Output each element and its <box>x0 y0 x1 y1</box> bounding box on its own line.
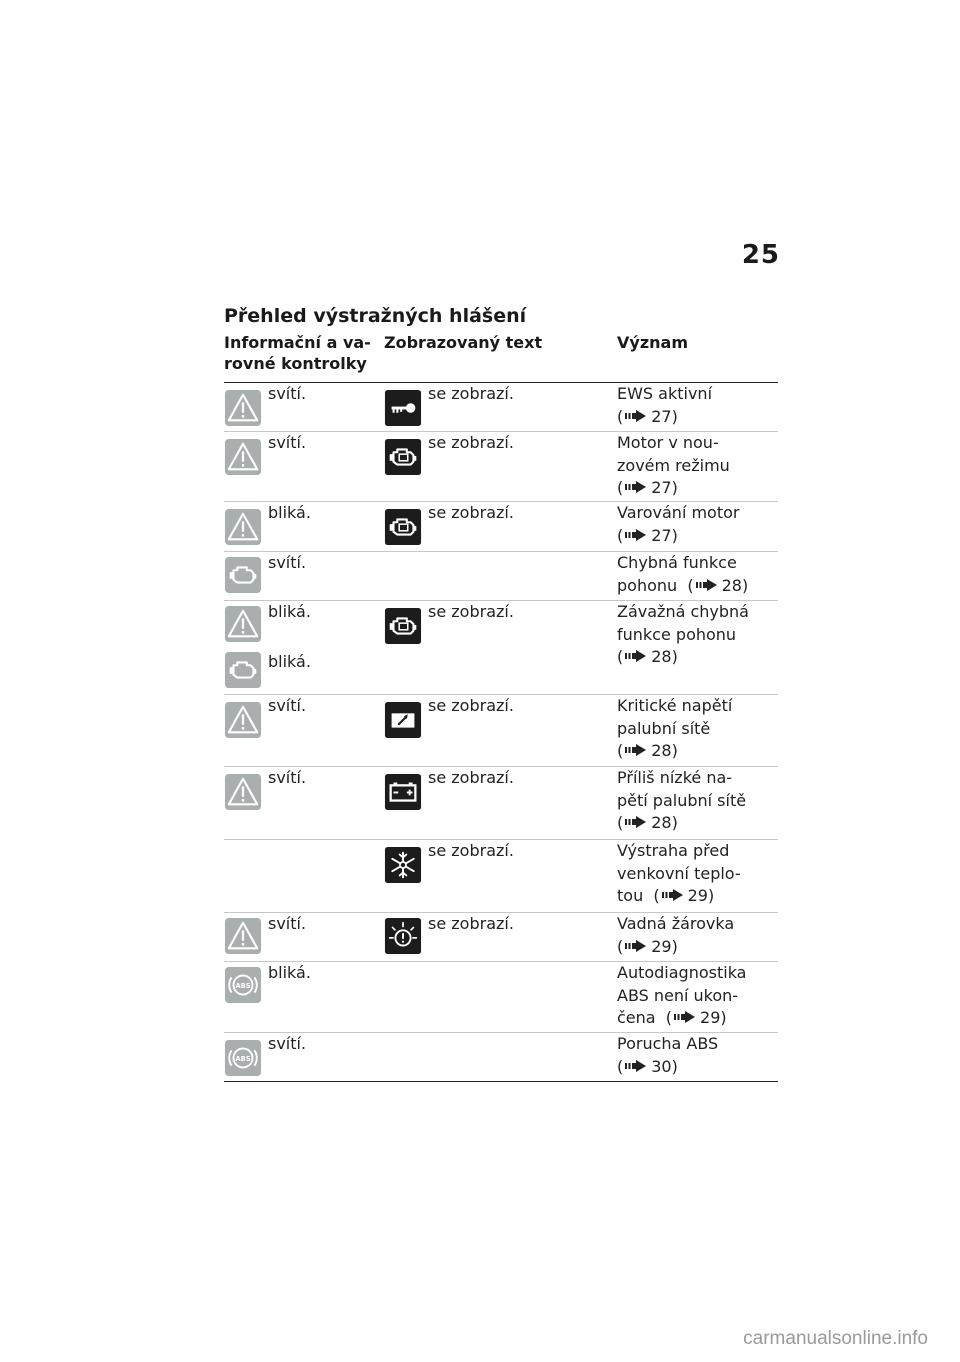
abs-warning-light-icon <box>224 966 262 1004</box>
abs-icon-label: ABS <box>235 1054 251 1063</box>
cross-reference-arrow-icon <box>625 529 647 541</box>
cross-reference-arrow-icon <box>625 1060 647 1072</box>
table-row <box>224 502 778 552</box>
meaning-line: pětí palubní sítě <box>617 790 747 810</box>
bulb-fault-icon <box>384 917 422 955</box>
meaning-text <box>617 913 777 958</box>
page-reference[interactable]: ( 27) <box>617 525 678 545</box>
general-warning-triangle-icon <box>224 508 262 546</box>
warning-messages-table <box>224 330 778 1082</box>
engine-display-icon <box>384 508 422 546</box>
meaning-line: EWS aktivní <box>617 384 713 403</box>
cross-reference-arrow-icon <box>674 1011 696 1023</box>
page-reference[interactable]: ( 28) <box>617 741 678 760</box>
page-reference-number: 29) <box>651 936 678 956</box>
table-row <box>224 552 778 601</box>
page-reference[interactable]: ( 30) <box>617 1056 678 1076</box>
display-status: se zobrazí. <box>428 503 514 522</box>
meaning-line: Autodiagnostika <box>617 963 747 982</box>
general-warning-triangle-icon <box>224 701 262 739</box>
page-reference-number: 29) <box>687 886 715 905</box>
meaning-line: Vadná žárovka <box>617 914 735 933</box>
meaning-line: venkovní teplo- <box>617 863 741 883</box>
general-warning-triangle-icon <box>224 773 262 811</box>
meaning-line: Chybná funkce <box>617 553 737 572</box>
table-row <box>224 840 778 913</box>
meaning-line: Výstraha před <box>617 841 730 860</box>
header-indicator-lights <box>224 332 374 374</box>
frost-snowflake-icon <box>384 846 422 884</box>
table-row <box>224 962 778 1033</box>
display-status: se zobrazí. <box>428 841 514 860</box>
engine-display-icon <box>384 607 422 645</box>
display-status: se zobrazí. <box>428 433 514 452</box>
indicator-status: svítí. <box>268 384 307 403</box>
meaning-text <box>617 601 777 669</box>
abs-icon-label: ABS <box>235 981 251 990</box>
onboard-voltage-icon <box>384 701 422 739</box>
page-reference-number: 29) <box>700 1008 727 1027</box>
meaning-text <box>617 383 777 428</box>
indicator-status: svítí. <box>268 768 307 787</box>
general-warning-triangle-icon <box>224 605 262 643</box>
cross-reference-arrow-icon <box>625 410 647 422</box>
page-reference-number: 28) <box>651 741 678 760</box>
table-row <box>224 767 778 840</box>
page-reference[interactable]: ( 29) <box>617 936 678 956</box>
header-col1-line2: rovné kontrolky <box>224 354 367 373</box>
engine-warning-light-icon <box>224 556 262 594</box>
meaning-line: zovém režimu <box>617 455 730 475</box>
indicator-status: svítí. <box>268 914 307 933</box>
meaning-text <box>617 432 777 500</box>
table-row <box>224 695 778 767</box>
meaning-line: Závažná chybná <box>617 602 749 621</box>
page-reference[interactable]: ( 29) <box>653 886 715 905</box>
table-row <box>224 432 778 502</box>
general-warning-triangle-icon <box>224 917 262 955</box>
meaning-text <box>617 502 777 547</box>
meaning-text <box>617 962 777 1030</box>
page-reference[interactable]: ( 28) <box>687 575 749 595</box>
engine-display-icon <box>384 438 422 476</box>
meaning-text <box>617 767 777 835</box>
page-reference-number: 28) <box>651 813 678 832</box>
section-title: Přehled výstražných hlášení <box>224 305 527 327</box>
cross-reference-arrow-icon <box>625 744 647 756</box>
header-meaning: Význam <box>617 333 688 352</box>
page-number: 25 <box>741 240 780 270</box>
indicator-status-secondary: bliká. <box>268 652 311 671</box>
page-reference[interactable]: ( 27) <box>617 478 678 497</box>
page-reference-number: 28) <box>721 575 749 595</box>
display-status: se zobrazí. <box>428 914 514 933</box>
cross-reference-arrow-icon <box>625 816 647 828</box>
key-symbol-icon <box>384 389 422 427</box>
page-reference[interactable]: ( 27) <box>617 406 678 426</box>
cross-reference-arrow-icon <box>696 579 718 591</box>
meaning-line: Kritické napětí <box>617 696 733 715</box>
table-row <box>224 1033 778 1082</box>
indicator-status: bliká. <box>268 963 311 982</box>
meaning-line: Porucha ABS <box>617 1034 719 1053</box>
page-reference[interactable]: ( 29) <box>665 1008 727 1027</box>
cross-reference-arrow-icon <box>662 889 684 901</box>
meaning-line: Varování motor <box>617 503 740 522</box>
table-row <box>224 601 778 695</box>
page-reference[interactable]: ( 28) <box>617 647 678 666</box>
meaning-text <box>617 1033 777 1078</box>
page-reference-number: 30) <box>651 1056 678 1076</box>
meaning-line: palubní sítě <box>617 718 711 738</box>
meaning-line: Motor v nou- <box>617 433 719 452</box>
page-reference[interactable]: ( 28) <box>617 813 678 832</box>
table-row <box>224 383 778 432</box>
page-reference-number: 27) <box>651 406 678 426</box>
indicator-status: bliká. <box>268 602 311 621</box>
meaning-line: čena <box>617 1008 656 1027</box>
indicator-status: svítí. <box>268 553 307 572</box>
cross-reference-arrow-icon <box>625 650 647 662</box>
abs-warning-light-icon <box>224 1039 262 1077</box>
indicator-status: svítí. <box>268 433 307 452</box>
meaning-line: funkce pohonu <box>617 624 737 644</box>
header-displayed-text: Zobrazovaný text <box>384 333 543 352</box>
indicator-status: svítí. <box>268 1034 307 1053</box>
engine-warning-light-icon <box>224 651 262 689</box>
watermark: carmanualsonline.info <box>743 1328 928 1349</box>
meaning-text <box>617 840 777 908</box>
meaning-text <box>617 552 777 597</box>
display-status: se zobrazí. <box>428 696 514 715</box>
table-row <box>224 913 778 962</box>
meaning-line: pohonu <box>617 575 678 595</box>
display-status: se zobrazí. <box>428 768 514 787</box>
page-reference-number: 28) <box>651 647 678 666</box>
battery-icon <box>384 773 422 811</box>
indicator-status: svítí. <box>268 696 307 715</box>
page-reference-number: 27) <box>651 478 678 497</box>
display-status: se zobrazí. <box>428 384 514 403</box>
indicator-status: bliká. <box>268 503 311 522</box>
table-header <box>224 330 778 383</box>
cross-reference-arrow-icon <box>625 940 647 952</box>
meaning-text <box>617 695 777 763</box>
cross-reference-arrow-icon <box>625 481 647 493</box>
meaning-line: tou <box>617 886 644 905</box>
header-col1-line1: Informační a va- <box>224 333 371 352</box>
general-warning-triangle-icon <box>224 438 262 476</box>
page-reference-number: 27) <box>651 525 678 545</box>
general-warning-triangle-icon <box>224 389 262 427</box>
display-status: se zobrazí. <box>428 602 514 621</box>
meaning-line: Příliš nízké na- <box>617 768 733 787</box>
meaning-line: ABS není ukon- <box>617 985 739 1005</box>
